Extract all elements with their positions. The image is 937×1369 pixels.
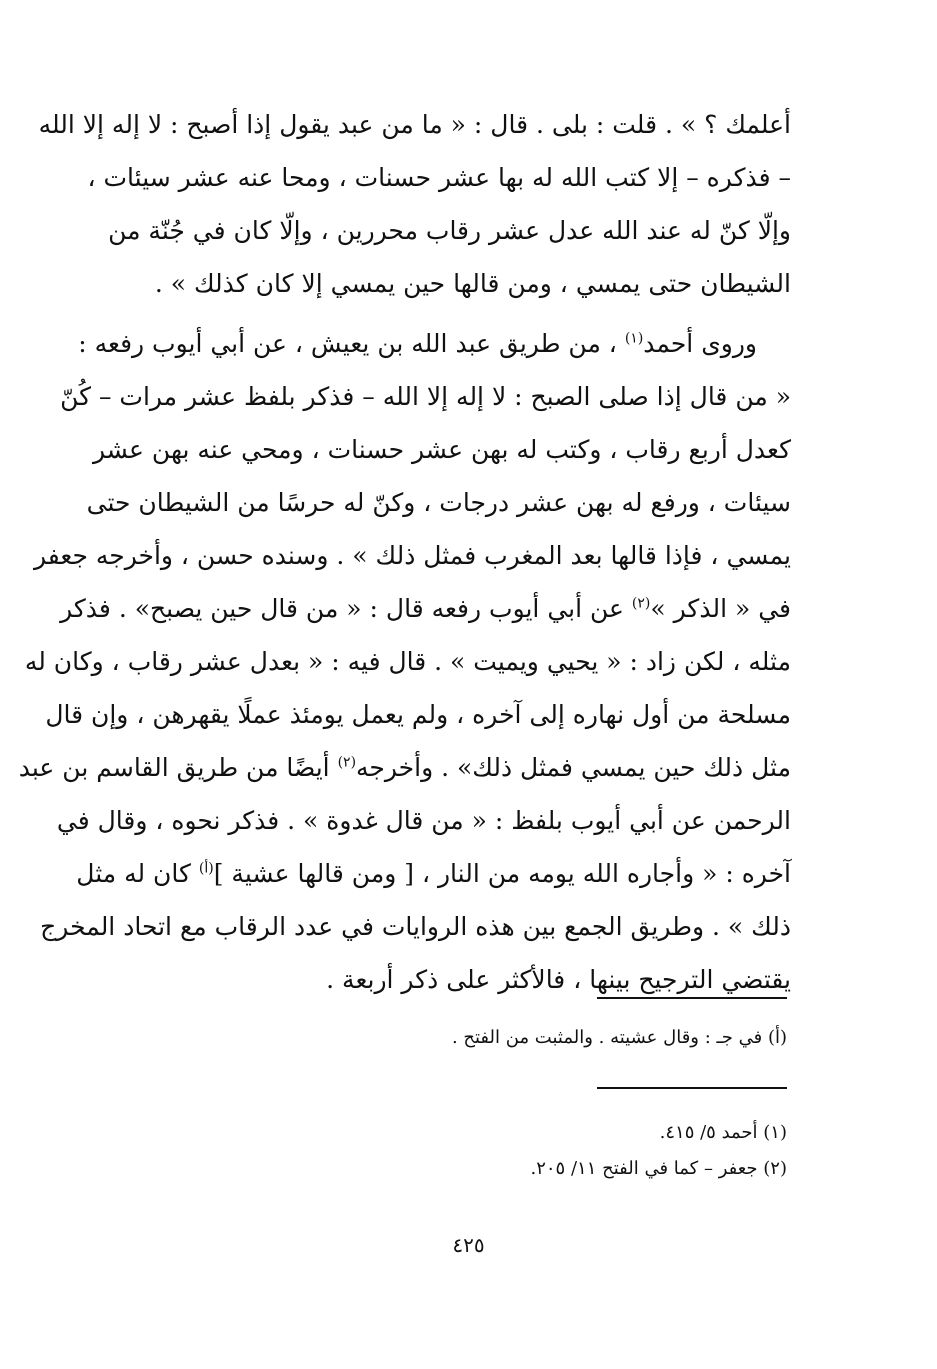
text-line	[60, 582, 791, 635]
page-number: ٤٢٥	[452, 1233, 485, 1257]
text-segment: ، من طريق عبد الله بن يعيش ، عن أبي أيوب رفعه :	[78, 329, 617, 358]
text-line	[18, 741, 791, 794]
text-line: وإلّا كنّ له عند الله عدل عشر رقاب محررين ، وإلّا كان في جُنّة من	[108, 216, 791, 245]
apparatus-ref[interactable]: (أ)	[198, 860, 214, 877]
text-segment: عن أبي أيوب رفعه قال : « من قال حين يصبح» . فذكر	[60, 594, 624, 623]
text-segment: آخره : « وأجاره الله يومه من النار ، [ ومن قالها عشية ]	[213, 859, 791, 888]
text-line: الرحمن عن أبي أيوب بلفظ : « من قال غدوة » . فذكر نحوه ، وقال في	[56, 806, 791, 835]
footnote: (١) أحمد ٥/ ٤١٥.	[659, 1122, 787, 1143]
apparatus-separator	[597, 997, 787, 999]
text-segment: كان له مثل	[76, 859, 191, 888]
text-line: « من قال إذا صلى الصبح : لا إله إلا الله – فذكر بلفظ عشر مرات – كُنّ	[60, 382, 791, 411]
text-line: كعدل أربع رقاب ، وكتب له بهن عشر حسنات ، ومحي عنه بهن عشر	[92, 435, 791, 464]
text-line: الشيطان حتى يمسي ، ومن قالها حين يمسي إلا كان كذلك » .	[154, 269, 791, 298]
text-line: يمسي ، فإذا قالها بعد المغرب فمثل ذلك » . وسنده حسن ، وأخرجه جعفر	[33, 541, 791, 570]
paragraph-1	[38, 98, 791, 310]
paragraph-2	[18, 317, 791, 1006]
footnote-ref[interactable]: (٢)	[337, 754, 357, 771]
text-line: – فذكره – إلا كتب الله له بها عشر حسنات ، ومحا عنه عشر سيئات ،	[87, 163, 791, 192]
text-line: يقتضي الترجيح بينها ، فالأكثر على ذكر أربعة .	[326, 965, 791, 994]
text-line: ذلك » . وطريق الجمع بين هذه الروايات في عدد الرقاب مع اتحاد المخرج	[40, 912, 791, 941]
footnote: (٢) جعفر – كما في الفتح ١١/ ٢٠٥.	[530, 1158, 787, 1179]
text-line	[76, 847, 791, 900]
footnote-ref[interactable]: (١)	[624, 330, 644, 347]
text-segment: في « الذكر »	[650, 594, 791, 623]
text-line: سيئات ، ورفع له بهن عشر درجات ، وكنّ له حرسًا من الشيطان حتى	[86, 488, 791, 517]
text-line	[78, 317, 791, 370]
text-segment: مثل ذلك حين يمسي فمثل ذلك» . وأخرجه	[356, 753, 791, 782]
text-segment: وروى أحمد	[643, 329, 757, 358]
text-line: مثله ، لكن زاد : « يحيي ويميت » . قال فيه : « بعدل عشر رقاب ، وكان له	[24, 647, 791, 676]
footnote-ref[interactable]: (٢)	[631, 595, 651, 612]
text-line: مسلحة من أول نهاره إلى آخره ، ولم يعمل يومئذ عملًا يقهرهن ، وإن قال	[45, 700, 791, 729]
footnote-separator	[597, 1087, 787, 1089]
apparatus-note: (أ) في جـ : وقال عشيته . والمثبت من الفتح .	[451, 1027, 787, 1048]
text-segment: أيضًا من طريق القاسم بن عبد	[18, 753, 330, 782]
text-line: أعلمك ؟ » . قلت : بلى . قال : « ما من عبد يقول إذا أصبح : لا إله إلا الله	[38, 110, 791, 139]
